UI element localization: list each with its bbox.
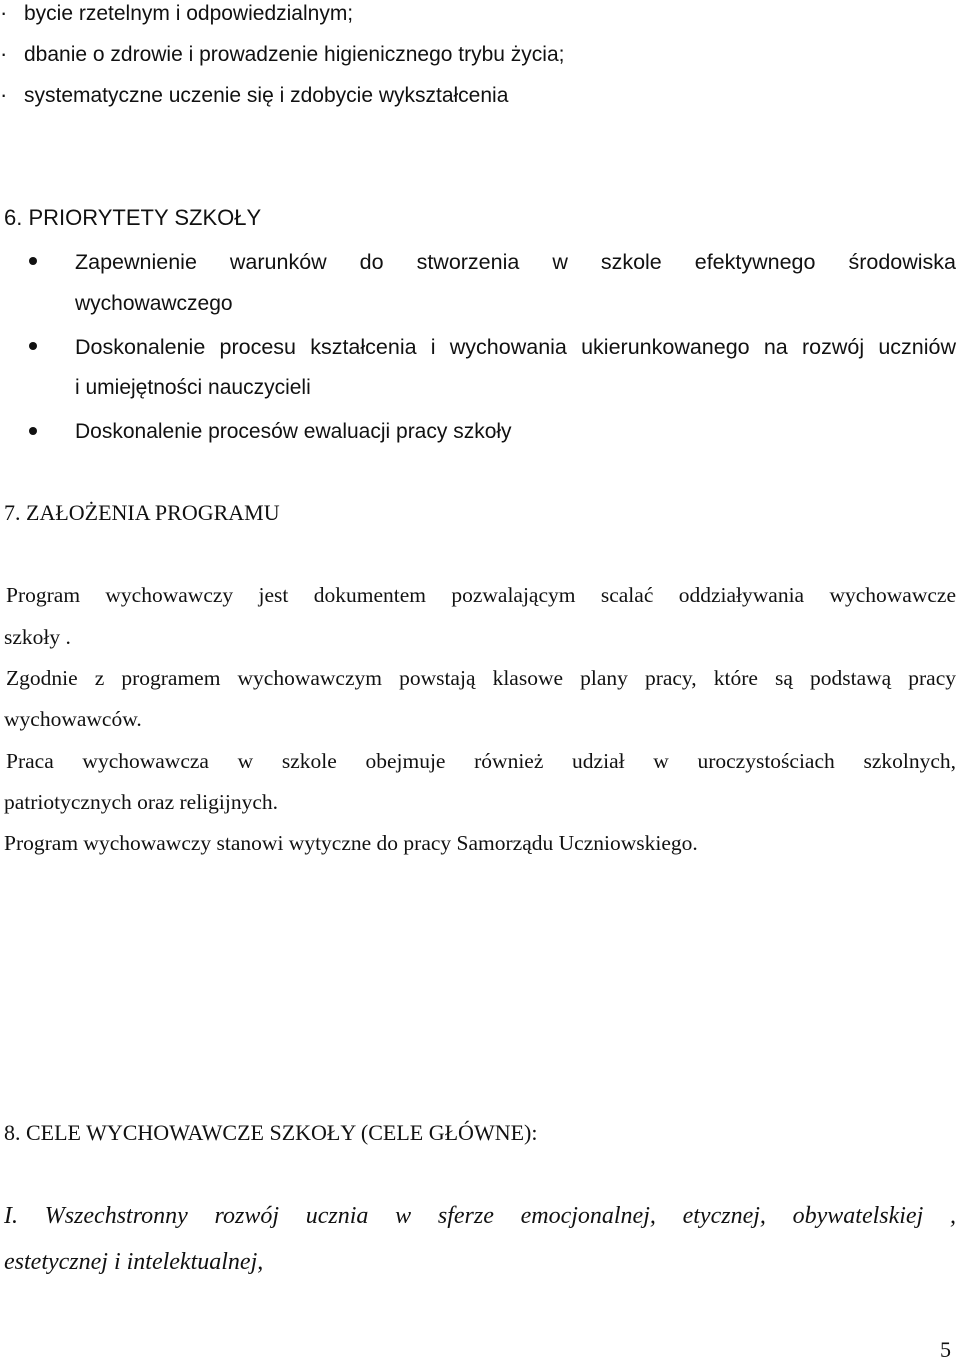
paragraph-2-line2: wychowawców. [4,707,142,731]
section-heading-priorities: 6. PRIORYTETY SZKOŁY [4,205,262,230]
paragraph-3-line1: Praca wychowawcza w szkole obejmuje również udział w uroczystościach szkolnych, [6,749,956,773]
section-heading-assumptions: 7. ZAŁOŻENIA PROGRAMU [4,500,280,525]
priority-item-2-line2: i umiejętności nauczycieli [75,376,311,399]
dot-bullet: · [0,41,8,66]
list-item: dbanie o zdrowie i prowadzenie higienicznego trybu życia; [24,43,565,66]
priority-item-3: Doskonalenie procesów ewaluacji pracy szkoły [75,420,512,443]
bullet-dot [29,342,37,350]
paragraph-4: Program wychowawczy stanowi wytyczne do pracy Samorządu Uczniowskiego. [4,831,698,855]
paragraph-1-line2: szkoły . [4,625,71,649]
section-heading-goals: 8. CELE WYCHOWAWCZE SZKOŁY (CELE GŁÓWNE): [4,1120,538,1145]
page-number: 5 [940,1337,951,1362]
priority-item-2-line1: Doskonalenie procesu kształcenia i wychowania ukierunkowanego na rozwój uczniów [75,335,956,359]
dot-bullet: · [0,0,8,25]
main-goal-line1: I. Wszechstronny rozwój ucznia w sferze emocjonalnej, etycznej, obywatelskiej , [4,1203,956,1229]
paragraph-2-line1: Zgodnie z programem wychowawczym powstają klasowe plany pracy, które są podstawą pracy [6,666,956,690]
paragraph-3-line2: patriotycznych oraz religijnych. [4,790,279,814]
priority-item-1-line2: wychowawczego [75,292,233,315]
main-goal-line2: estetycznej i intelektualnej, [4,1249,264,1275]
bullet-dot [29,257,37,265]
paragraph-1-line1: Program wychowawczy jest dokumentem pozwalającym scalać oddziaływania wychowawcze [6,583,956,607]
list-item: systematyczne uczenie się i zdobycie wykształcenia [24,84,509,107]
list-item: bycie rzetelnym i odpowiedzialnym; [24,2,354,25]
dot-bullet: · [0,82,8,107]
priority-item-1-line1: Zapewnienie warunków do stworzenia w szkole efektywnego środowiska [75,250,956,274]
bullet-dot [29,427,37,435]
